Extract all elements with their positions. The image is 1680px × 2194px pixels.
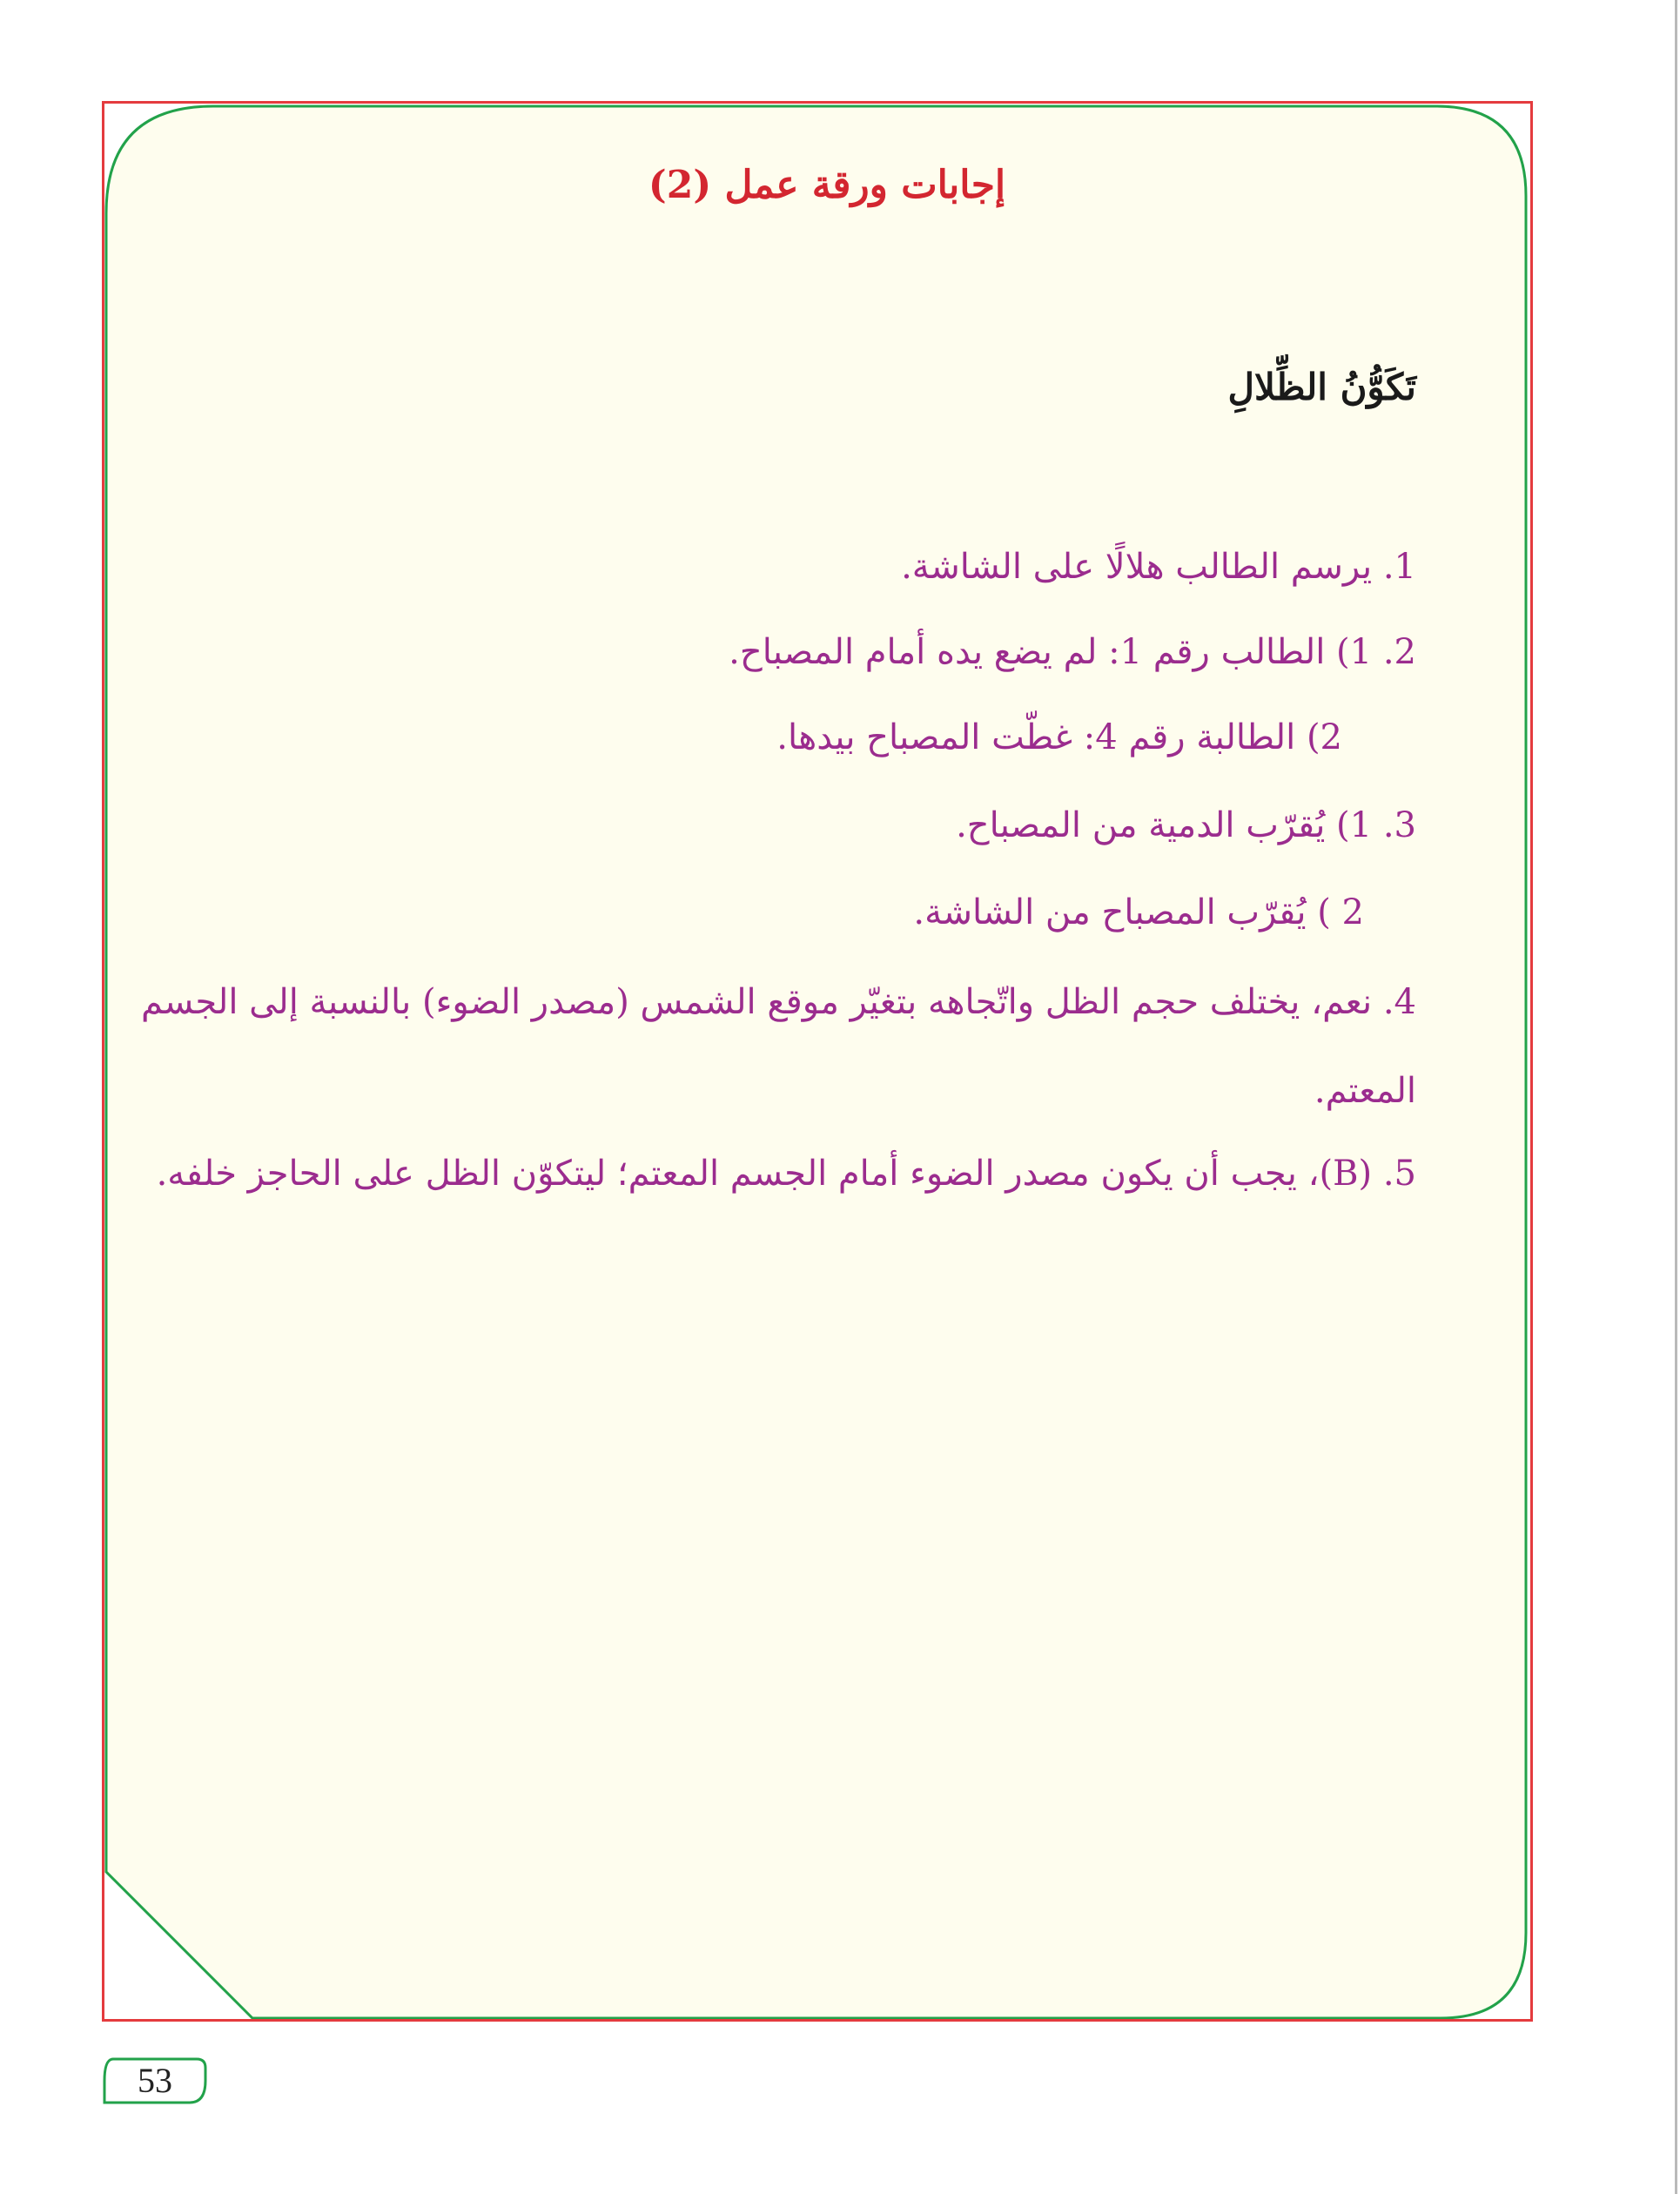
answer-2-1: 2. 1) الطالب رقم 1: لم يضع يده أمام المصباح. bbox=[729, 632, 1416, 672]
answer-4: 4. نعم، يختلف حجم الظل واتّجاهه بتغيّر موقع الشمس (مصدر الضوء) بالنسبة إلى الجسم bbox=[141, 982, 1416, 1022]
answer-4-continued: المعتم. bbox=[1314, 1071, 1416, 1111]
page-number-badge bbox=[103, 2057, 207, 2104]
lesson-subtitle: تَكَوُّنُ الظِّلالِ bbox=[1227, 366, 1416, 408]
page-number: 53 bbox=[138, 2061, 172, 2100]
answer-1: 1. يرسم الطالب هلالًا على الشاشة. bbox=[901, 547, 1416, 587]
answer-5: 5. (B)، يجب أن يكون مصدر الضوء أمام الجسم المعتم؛ ليتكوّن الظل على الحاجز خلفه. bbox=[156, 1154, 1416, 1194]
worksheet-title: إجابات ورقة عمل (2) bbox=[648, 163, 1006, 207]
answer-3-2: 2 ) يُقرّب المصباح من الشاشة. bbox=[913, 892, 1364, 932]
answer-3-1: 3. 1) يُقرّب الدمية من المصباح. bbox=[956, 805, 1416, 845]
answer-2-2: 2) الطالبة رقم 4: غطّت المصباح بيدها. bbox=[776, 717, 1342, 757]
